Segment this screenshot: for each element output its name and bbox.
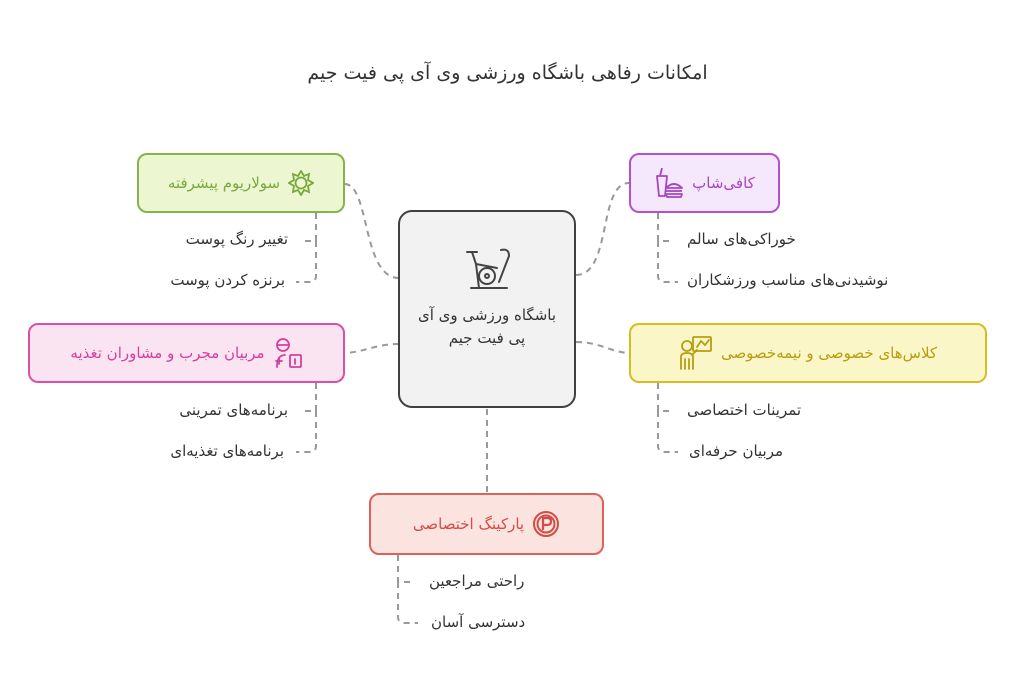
node-solarium-label: سولاریوم پیشرفته <box>167 174 281 192</box>
connector-coffeeshop-child-1 <box>658 213 672 241</box>
connector-solarium-child-2 <box>296 241 316 282</box>
node-solarium[interactable] <box>137 153 345 213</box>
classes-child-2: مربیان حرفه‌ای <box>689 442 784 460</box>
coffeeshop-child-2: نوشیدنی‌های مناسب ورزشکاران <box>687 271 889 289</box>
connector-trainers-child-2 <box>296 411 316 452</box>
node-coffeeshop[interactable] <box>629 153 780 213</box>
exercise-bike-icon <box>463 246 515 294</box>
trainers-child-1: برنامه‌های تمرینی <box>179 401 288 419</box>
node-classes[interactable] <box>629 323 987 383</box>
parking-icon <box>532 510 560 538</box>
connector-coffeeshop-child-2 <box>658 241 678 282</box>
coach-board-icon <box>679 335 713 371</box>
parking-child-2: دسترسی آسان <box>431 613 526 631</box>
sun-icon <box>288 170 314 196</box>
trainer-icon <box>273 337 303 369</box>
connector-parking-child-2 <box>398 582 418 623</box>
connector-classes <box>576 342 629 353</box>
connector-classes-child-1 <box>658 383 672 411</box>
central-topic-node[interactable] <box>398 210 576 408</box>
trainers-child-2: برنامه‌های تغذیه‌ای <box>170 442 284 460</box>
connector-trainers <box>345 344 399 353</box>
connector-parking-child-1 <box>398 555 414 582</box>
connector-trainers-child-1 <box>300 383 316 411</box>
solarium-child-1: تغییر رنگ پوست <box>185 230 288 248</box>
node-trainers[interactable] <box>28 323 345 383</box>
connector-classes-child-2 <box>658 411 678 452</box>
node-parking[interactable] <box>369 493 604 555</box>
solarium-child-2: برنزه کردن پوست <box>170 271 285 289</box>
classes-child-1: تمرینات اختصاصی <box>687 401 802 419</box>
node-coffeeshop-label: کافی‌شاپ <box>692 174 755 192</box>
node-classes-label: کلاس‌های خصوصی و نیمه‌خصوصی <box>720 344 938 362</box>
connector-coffeeshop <box>576 183 629 275</box>
connector-solarium-child-1 <box>300 213 316 241</box>
central-topic-label: باشگاه ورزشی وی آی پی فیت جیم <box>417 306 557 347</box>
parking-child-1: راحتی مراجعین <box>429 572 525 590</box>
node-parking-label: پارکینگ اختصاصی <box>412 515 525 533</box>
page-title: امکانات رفاهی باشگاه ورزشی وی آی پی فیت جیم <box>307 62 708 84</box>
node-trainers-label: مربیان مجرب و مشاوران تغذیه <box>70 344 265 362</box>
coffeeshop-child-1: خوراکی‌های سالم <box>687 230 796 248</box>
connector-solarium <box>345 184 399 278</box>
drink-food-icon <box>654 166 684 200</box>
